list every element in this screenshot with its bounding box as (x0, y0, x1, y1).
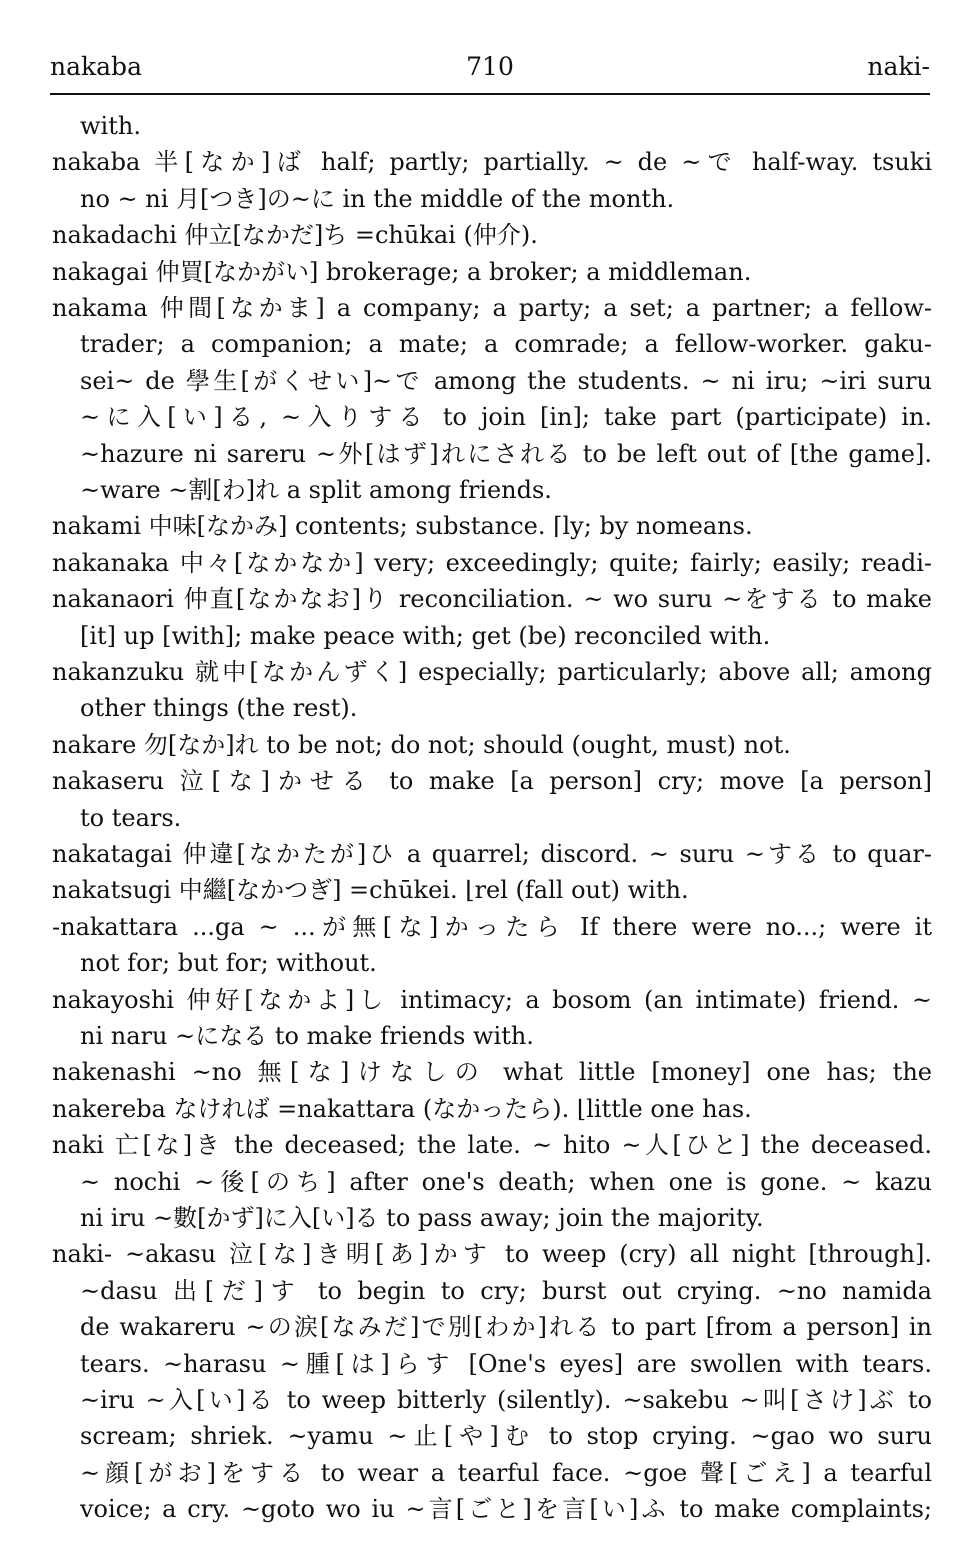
entry-line: nakagai 仲買[なかがい] brokerage; a broker; a middleman. (52, 258, 752, 286)
entry-continuation-line: de wakareru ~の涙[なみだ]で別[わか]れる to part [from a person] in (80, 1313, 932, 1341)
entry-line: nakaseru 泣[な]かせる to make [a person] cry; move [a person] (52, 767, 932, 795)
entry-continuation-line: sei~ de 學生[がくせい]~で among the students. ~ ni iru; ~iri suru (80, 367, 932, 395)
entry-line: nakare 勿[なか]れ to be not; do not; should (ought, must) not. (52, 731, 791, 759)
entry-line: nakaba 半[なか]ば half; partly; partially. ~ de ~で half-way. tsuki (52, 148, 932, 176)
entry-continuation-line: to tears. (80, 804, 182, 832)
entry-continuation-line: no ~ ni 月[つき]の~に in the middle of the month. (80, 185, 675, 213)
entry-continuation-line: ~iru ~入[い]る to weep bitterly (silently). ~sakebu ~叫[さけ]ぶ to (80, 1386, 932, 1414)
entry-line: nakadachi 仲立[なかだ]ち =chūkai (仲介). (52, 221, 538, 249)
entry-continuation-line: voice; a cry. ~goto wo iu ~言[ごと]を言[い]ふ to make complaints; (80, 1495, 932, 1523)
entry-line: nakatagai 仲違[なかたが]ひ a quarrel; discord. ~ suru ~する to quar- (52, 840, 932, 868)
entry-continuation-line: ~に入[い]る, ~入りする to join [in]; take part (participate) in. (80, 403, 932, 431)
header-rule (50, 93, 930, 95)
entry-continuation-line: with. (80, 112, 141, 140)
entry-line: nakenashi ~no 無[な]けなしの what little [money] one has; the (52, 1058, 932, 1086)
entry-continuation-line: ~顔[がお]をする to wear a tearful face. ~goe 聲[ごえ] a tearful (80, 1459, 932, 1487)
entry-line: nakanaori 仲直[なかなお]り reconciliation. ~ wo suru ~をする to make (52, 585, 932, 613)
header-left-guide-word: nakaba (50, 52, 142, 81)
entry-line: naki 亡[な]き the deceased; the late. ~ hito ~人[ひと] the deceased. (52, 1131, 932, 1159)
entry-line: nakama 仲間[なかま] a company; a party; a set; a partner; a fellow- (52, 294, 932, 322)
entry-line: nakatsugi 中繼[なかつぎ] =chūkei. ⌊rel (fall out) with. (52, 876, 689, 904)
entry-continuation-line: ~ nochi ~後[のち] after one's death; when one is gone. ~ kazu (80, 1168, 932, 1196)
entry-line: naki- ~akasu 泣[な]き明[あ]かす to weep (cry) all night [through]. (52, 1240, 932, 1268)
entry-continuation-line: trader; a companion; a mate; a comrade; a fellow-worker. gaku- (80, 330, 932, 358)
page-number: 710 (466, 52, 514, 81)
entry-line: -nakattara ...ga ~ ...が無[な]かったら If there were no...; were it (52, 913, 932, 941)
entry-continuation-line: other things (the rest). (80, 694, 358, 722)
entry-line: nakanzuku 就中[なかんずく] especially; particularly; above all; among (52, 658, 932, 686)
entry-continuation-line: ~dasu 出[だ]す to begin to cry; burst out crying. ~no namida (80, 1277, 932, 1305)
entry-continuation-line: ni iru ~數[かず]に入[い]る to pass away; join the majority. (80, 1204, 764, 1232)
entry-continuation-line: [it] up [with]; make peace with; get (be) reconciled with. (80, 622, 771, 650)
entry-continuation-line: ~ware ~割[わ]れ a split among friends. (80, 476, 552, 504)
entry-continuation-line: ~hazure ni sareru ~外[はず]れにされる to be left out of [the game]. (80, 440, 932, 468)
entry-line: nakami 中味[なかみ] contents; substance. ⌈ly; by nomeans. (52, 512, 753, 540)
page-header (50, 52, 930, 86)
entry-continuation-line: ni naru ~になる to make friends with. (80, 1022, 534, 1050)
entry-continuation-line: scream; shriek. ~yamu ~止[や]む to stop crying. ~gao wo suru (80, 1422, 932, 1450)
entry-continuation-line: not for; but for; without. (80, 949, 377, 977)
entry-line: nakanaka 中々[なかなか] very; exceedingly; quite; fairly; easily; readi- (52, 549, 932, 577)
entry-line: nakayoshi 仲好[なかよ]し intimacy; a bosom (an intimate) friend. ~ (52, 986, 932, 1014)
entry-line: nakereba なければ =nakattara (なかったら). ⌊little one has. (52, 1095, 752, 1123)
header-right-guide-word: naki- (867, 52, 930, 81)
entry-continuation-line: tears. ~harasu ~腫[は]らす [One's eyes] are swollen with tears. (80, 1350, 932, 1378)
